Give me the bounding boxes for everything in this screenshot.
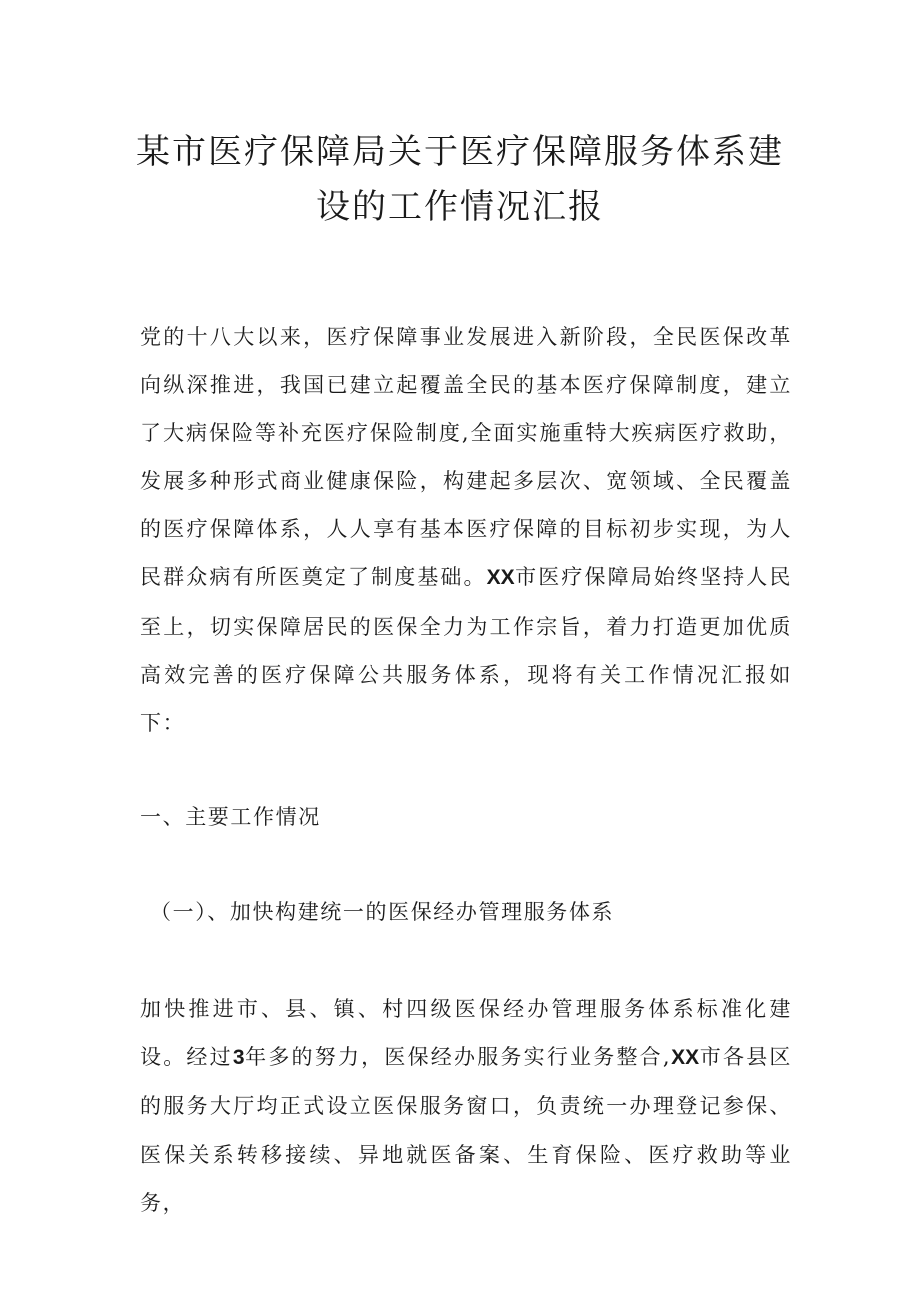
intro-paragraph (140, 313, 792, 747)
intro-city-placeholder: XX (486, 566, 515, 590)
body-text-3: 市各县区的服务大厅均正式设立医保服务窗口，负责统一办理登记参保、医保关系转移接续、异地就医备案、生育保险、医疗救助等业务， (140, 1045, 793, 1215)
subsection-heading-1: （一）、加快构建统一的医保经办管理服务体系 (150, 900, 615, 924)
section-heading-main-work: 一、主要工作情况 (140, 805, 321, 829)
body-years-number: 3 (232, 1046, 245, 1070)
document-title-line-2: 设的工作情况汇报 (316, 187, 604, 227)
body-city-placeholder: XX (671, 1046, 700, 1070)
body-text-1: 加快推进市、县、镇、村四级医保经办管理服务体系标准化建设。经过 (140, 997, 792, 1070)
body-text-2: 年多的努力，医保经办服务实行业务整合, (244, 1045, 672, 1070)
intro-text-2: 市医疗保障局始终坚持人民至上，切实保障居民的医保全力为工作宗旨，着力打造更加优质高效完善的医疗保障公共服务体系，现将有关工作情况汇报如下： (140, 565, 792, 735)
body-paragraph (140, 985, 792, 1227)
document-title-line-1: 某市医疗保障局关于医疗保障服务体系建 (136, 132, 784, 172)
intro-text-1: 党的十八大以来，医疗保障事业发展进入新阶段，全民医保改革向纵深推进，我国已建立起覆盖全民的基本医疗保障制度，建立了大病保险等补充医疗保险制度,全面实施重特大疾病医疗救助，发展多种形式商业健康保险，构建起多层次、宽领域、全民覆盖的医疗保障体系，人人享有基本医疗保障的目标初步实现，为人民群众病有所医奠定了制度基础。 (140, 325, 792, 590)
